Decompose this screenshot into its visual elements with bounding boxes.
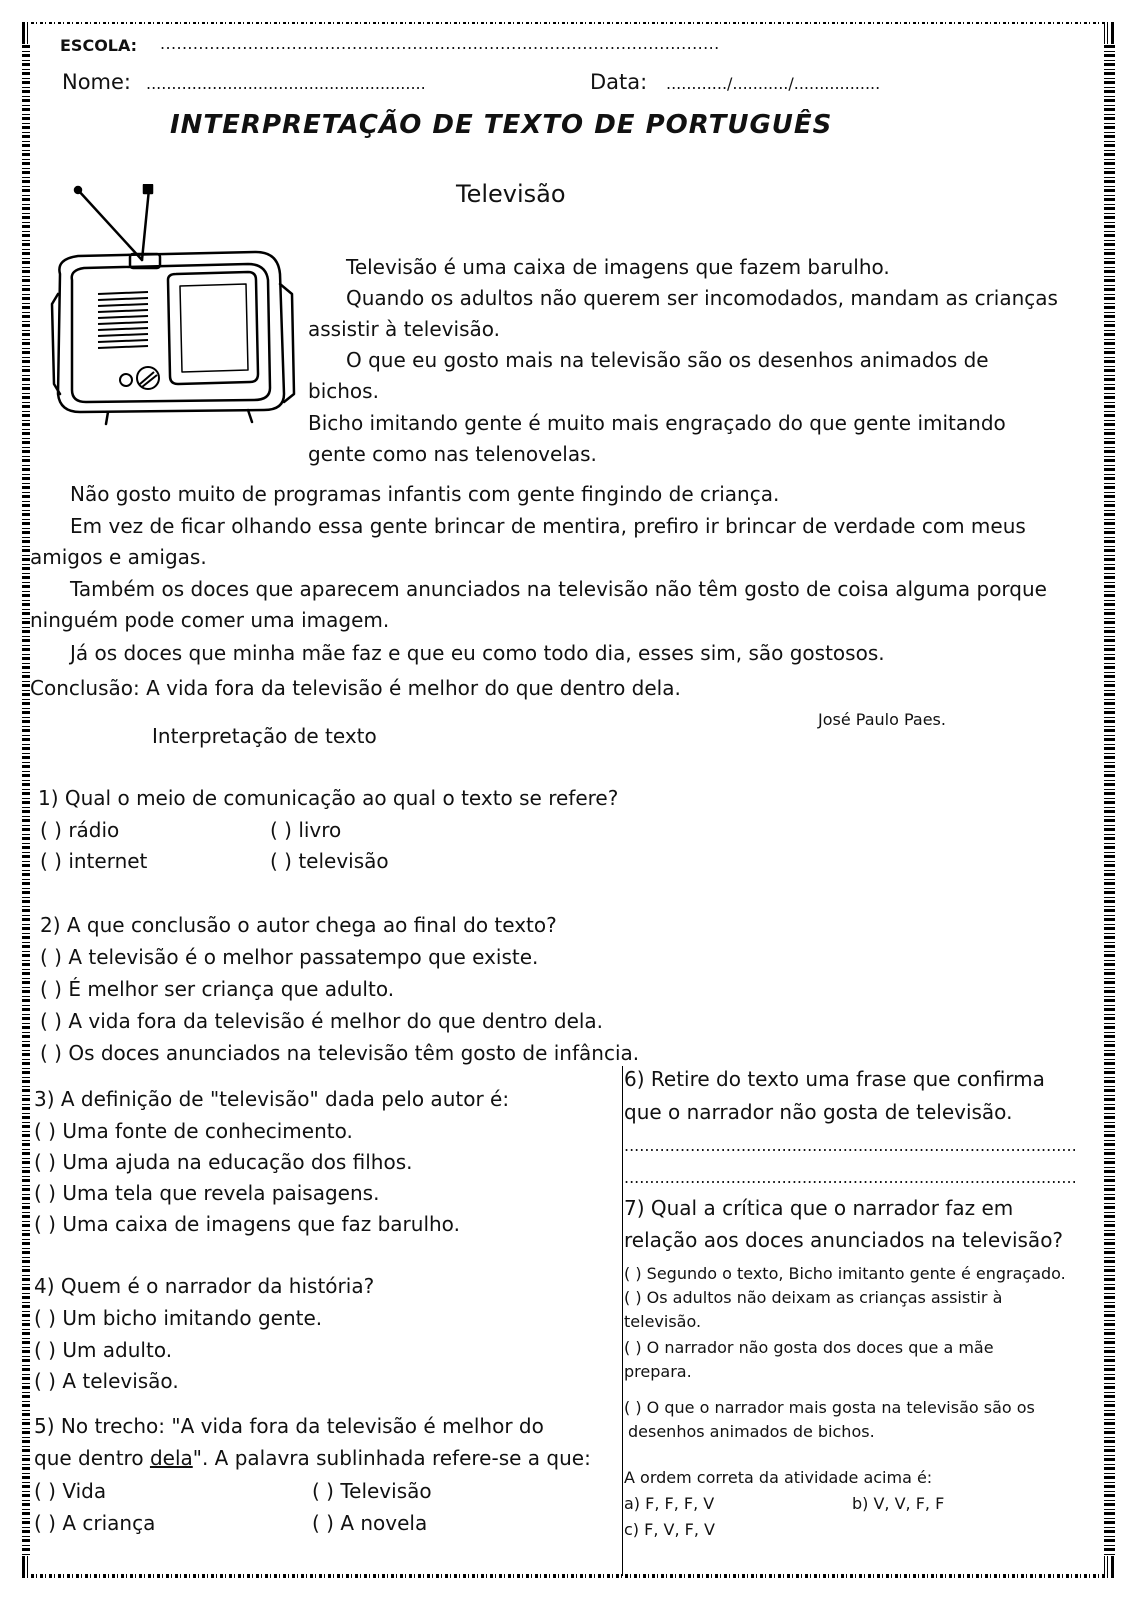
question-2: 2) A que conclusão o autor chega ao final do texto?: [40, 913, 557, 937]
order-option-c[interactable]: c) F, V, F, V: [624, 1520, 715, 1539]
school-field[interactable]: ......................................................................................................: [160, 34, 720, 53]
q5-option-vida[interactable]: ( ) Vida: [34, 1479, 107, 1503]
q2-option[interactable]: ( ) A televisão é o melhor passatempo que existe.: [40, 945, 539, 969]
question-3: 3) A definição de "televisão" dada pelo autor é:: [34, 1087, 510, 1111]
q4-option[interactable]: ( ) Um bicho imitando gente.: [34, 1306, 323, 1330]
date-label: Data:: [590, 70, 648, 94]
story-author: José Paulo Paes.: [818, 710, 946, 729]
q6-answer-line[interactable]: .........................................................................................: [624, 1168, 1077, 1187]
column-divider: [622, 1066, 623, 1576]
q5-option-televisao[interactable]: ( ) Televisão: [312, 1479, 432, 1503]
q2-option[interactable]: ( ) A vida fora da televisão é melhor do que dentro dela.: [40, 1009, 604, 1033]
q7-option[interactable]: ( ) O narrador não gosta dos doces que a mãe: [624, 1338, 994, 1357]
question-6-line1: 6) Retire do texto uma frase que confirma: [624, 1067, 1045, 1091]
story-line: Em vez de ficar olhando essa gente brincar de mentira, prefiro ir brincar de verdade com meus: [70, 514, 1026, 538]
question-5-line2: [34, 1446, 591, 1470]
q1-option-radio[interactable]: ( ) rádio: [40, 818, 120, 842]
television-icon: [48, 184, 308, 434]
q5-text-post: ". A palavra sublinhada refere-se a que:: [192, 1446, 591, 1470]
story-line: Também os doces que aparecem anunciados na televisão não têm gosto de coisa alguma porque: [70, 577, 1047, 601]
order-option-a[interactable]: a) F, F, F, V: [624, 1494, 715, 1513]
question-4: 4) Quem é o narrador da história?: [34, 1274, 375, 1298]
story-line: bichos.: [308, 379, 379, 403]
worksheet-content: [30, 24, 1104, 1574]
q7-option[interactable]: ( ) O que o narrador mais gosta na televisão são os: [624, 1398, 1035, 1417]
q3-option[interactable]: ( ) Uma ajuda na educação dos filhos.: [34, 1150, 413, 1174]
question-5-line1: 5) No trecho: "A vida fora da televisão é melhor do: [34, 1414, 544, 1438]
q3-option[interactable]: ( ) Uma caixa de imagens que faz barulho.: [34, 1212, 460, 1236]
story-line: Televisão é uma caixa de imagens que fazem barulho.: [346, 255, 890, 279]
q7-option[interactable]: ( ) Os adultos não deixam as crianças assistir à: [624, 1288, 1003, 1307]
q3-option[interactable]: ( ) Uma tela que revela paisagens.: [34, 1181, 380, 1205]
story-line: assistir à televisão.: [308, 317, 500, 341]
question-7-line2: relação aos doces anunciados na televisão?: [624, 1228, 1064, 1252]
q7-option-cont: desenhos animados de bichos.: [628, 1422, 875, 1441]
story-conclusion: Conclusão: A vida fora da televisão é melhor do que dentro dela.: [30, 676, 681, 700]
q2-option[interactable]: ( ) Os doces anunciados na televisão têm gosto de infância.: [40, 1041, 640, 1065]
question-1: 1) Qual o meio de comunicação ao qual o texto se refere?: [38, 786, 619, 810]
story-line: Bicho imitando gente é muito mais engraçado do que gente imitando: [308, 411, 1006, 435]
question-6-line2: que o narrador não gosta de televisão.: [624, 1100, 1013, 1124]
story-line: Quando os adultos não querem ser incomodados, mandam as crianças: [346, 286, 1058, 310]
q7-option-cont: televisão.: [624, 1312, 702, 1331]
order-label: A ordem correta da atividade acima é:: [624, 1468, 933, 1487]
q4-option[interactable]: ( ) A televisão.: [34, 1369, 179, 1393]
story-line: Não gosto muito de programas infantis com gente fingindo de criança.: [70, 482, 780, 506]
section-title: Interpretação de texto: [152, 724, 377, 748]
q7-option[interactable]: ( ) Segundo o texto, Bicho imitanto gente é engraçado.: [624, 1264, 1066, 1283]
story-line: ninguém pode comer uma imagem.: [30, 608, 390, 632]
q1-option-livro[interactable]: ( ) livro: [270, 818, 342, 842]
q7-option-cont: prepara.: [624, 1362, 692, 1381]
date-field[interactable]: ............/.........../.................: [666, 74, 881, 93]
q2-option[interactable]: ( ) É melhor ser criança que adulto.: [40, 977, 395, 1001]
name-label: Nome:: [62, 70, 132, 94]
q3-option[interactable]: ( ) Uma fonte de conhecimento.: [34, 1119, 353, 1143]
page-title: INTERPRETAÇÃO DE TEXTO DE PORTUGUÊS: [170, 110, 833, 140]
story-line: gente como nas telenovelas.: [308, 442, 597, 466]
order-option-b[interactable]: b) V, V, F, F: [852, 1494, 945, 1513]
q1-option-internet[interactable]: ( ) internet: [40, 849, 148, 873]
q5-option-novela[interactable]: ( ) A novela: [312, 1511, 428, 1535]
story-line: O que eu gosto mais na televisão são os desenhos animados de: [346, 348, 989, 372]
q5-underlined-word: dela: [149, 1446, 193, 1470]
story-line: amigos e amigas.: [30, 545, 207, 569]
school-label: ESCOLA:: [60, 36, 138, 55]
q1-option-televisao[interactable]: ( ) televisão: [270, 849, 389, 873]
story-line: Já os doces que minha mãe faz e que eu como todo dia, esses sim, são gostosos.: [70, 641, 885, 665]
name-field[interactable]: .......................................................: [146, 74, 426, 93]
q5-text-pre: que dentro: [34, 1446, 150, 1470]
story-title: Televisão: [456, 180, 566, 208]
q4-option[interactable]: ( ) Um adulto.: [34, 1338, 173, 1362]
q6-answer-line[interactable]: .........................................................................................: [624, 1136, 1077, 1155]
question-7-line1: 7) Qual a crítica que o narrador faz em: [624, 1196, 1014, 1220]
q5-option-crianca[interactable]: ( ) A criança: [34, 1511, 156, 1535]
